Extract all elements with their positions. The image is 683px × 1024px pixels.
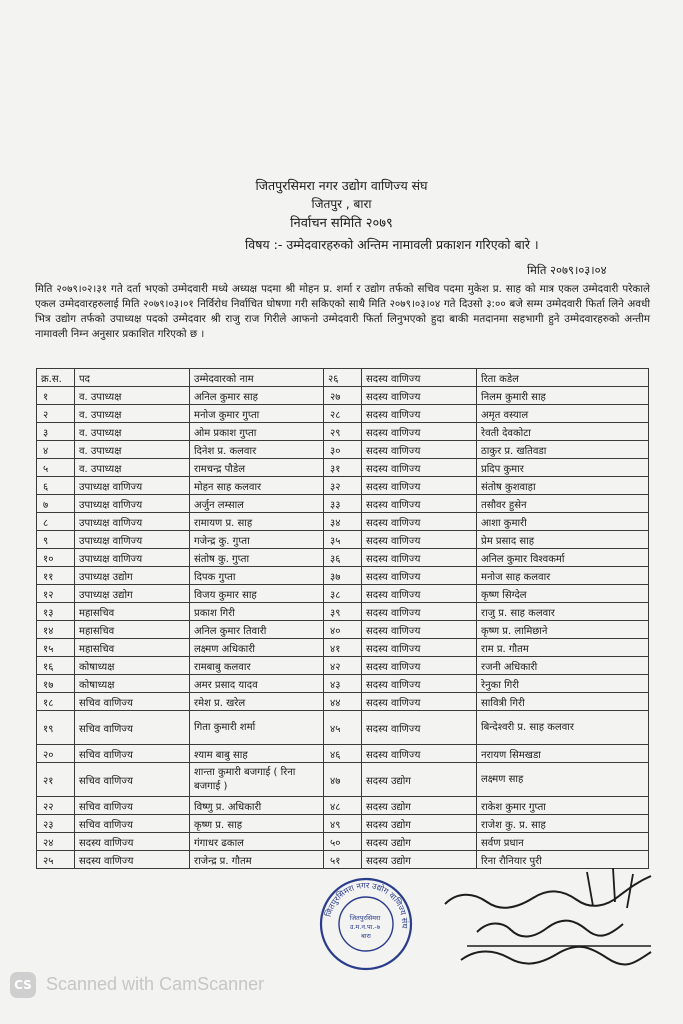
table-cell: २३: [37, 815, 75, 833]
table-cell: व. उपाध्यक्ष: [75, 423, 190, 441]
table-cell: अमर प्रसाद यादव: [190, 675, 324, 693]
table-cell: सदस्य वाणिज्य: [362, 639, 477, 657]
table-cell: २: [37, 405, 75, 423]
svg-text:जितपुरसिमरा उ.म.न.पा.-७: जितपुरसिमरा उ.म.न.पा.-७ बारा: [349, 914, 381, 940]
table-cell: कृष्ण प्र. लामिछाने: [477, 621, 649, 639]
table-row: [37, 423, 649, 441]
table-row: [37, 693, 649, 711]
table-cell: व. उपाध्यक्ष: [75, 441, 190, 459]
table-cell: संतोष कुशवाहा: [477, 477, 649, 495]
table-row: [37, 549, 649, 567]
table-cell: विष्णु प्र. अधिकारी: [190, 797, 324, 815]
table-cell: गजेन्द्र कु. गुप्ता: [190, 531, 324, 549]
table-cell: सदस्य उद्योग: [362, 833, 477, 851]
table-cell: २५: [37, 851, 75, 869]
table-cell: राजु प्र. साह कलवार: [477, 603, 649, 621]
table-cell: गिता कुमारी शर्मा: [190, 711, 324, 745]
table-row: [37, 763, 649, 797]
table-cell: ४८: [324, 797, 362, 815]
table-cell: विजय कुमार साह: [190, 585, 324, 603]
table-cell: ६: [37, 477, 75, 495]
table-cell: नरायण सिमखडा: [477, 745, 649, 763]
table-cell: रामबाबु कलवार: [190, 657, 324, 675]
table-cell: २९: [324, 423, 362, 441]
table-cell: ४६: [324, 745, 362, 763]
table-cell: १२: [37, 585, 75, 603]
table-cell: महासचिव: [75, 603, 190, 621]
table-cell: सचिव वाणिज्य: [75, 815, 190, 833]
table-cell: आशा कुमारी: [477, 513, 649, 531]
camscanner-logo-icon: CS: [10, 972, 36, 998]
table-cell: ३४: [324, 513, 362, 531]
table-cell: ४: [37, 441, 75, 459]
table-cell: व. उपाध्यक्ष: [75, 387, 190, 405]
table-cell: उपाध्यक्ष वाणिज्य: [75, 549, 190, 567]
table-cell: सचिव वाणिज्य: [75, 745, 190, 763]
table-cell: कृष्ण प्र. साह: [190, 815, 324, 833]
table-cell: व. उपाध्यक्ष: [75, 459, 190, 477]
table-cell: ३८: [324, 585, 362, 603]
table-cell: महासचिव: [75, 639, 190, 657]
table-cell: ३५: [324, 531, 362, 549]
table-cell: कृष्ण सिग्देल: [477, 585, 649, 603]
table-row: [37, 567, 649, 585]
table-cell: ४२: [324, 657, 362, 675]
table-cell: तसौवर हुसेन: [477, 495, 649, 513]
table-cell: २४: [37, 833, 75, 851]
table-row: [37, 711, 649, 745]
table-row: [37, 441, 649, 459]
table-cell: ५: [37, 459, 75, 477]
candidate-table: [36, 368, 649, 869]
table-row: [37, 657, 649, 675]
table-cell: अनिल कुमार विश्वकर्मा: [477, 549, 649, 567]
table-cell: ४७: [324, 763, 362, 797]
table-cell: उपाध्यक्ष उद्योग: [75, 585, 190, 603]
table-cell: सदस्य वाणिज्य: [362, 585, 477, 603]
table-cell: मनोज कुमार गुप्ता: [190, 405, 324, 423]
table-cell: रेवती देवकोटा: [477, 423, 649, 441]
table-cell: कोषाध्यक्ष: [75, 675, 190, 693]
table-cell: शान्ता कुमारी बजगाई ( रिना बजगाई ): [190, 763, 324, 797]
table-cell: सदस्य वाणिज्य: [362, 567, 477, 585]
table-cell: ८: [37, 513, 75, 531]
table-cell: सदस्य वाणिज्य: [362, 603, 477, 621]
table-cell: उपाध्यक्ष उद्योग: [75, 567, 190, 585]
table-cell: राजेश कु. प्र. साह: [477, 815, 649, 833]
table-cell: १५: [37, 639, 75, 657]
subject-line: विषय :- उम्मेदवारहरुको अन्तिम नामावली प्रकाशन गरिएको बारे ।: [245, 237, 539, 252]
table-cell: १९: [37, 711, 75, 745]
table-row: [37, 639, 649, 657]
table-cell: सचिव वाणिज्य: [75, 693, 190, 711]
table-cell: सदस्य वाणिज्य: [362, 477, 477, 495]
table-cell: राजेन्द्र प्र. गौतम: [190, 851, 324, 869]
table-row: [37, 387, 649, 405]
table-cell: दिपक गुप्ता: [190, 567, 324, 585]
table-cell: रामचन्द्र पौडेल: [190, 459, 324, 477]
committee-title: निर्वाचन समिति २०७९: [290, 216, 393, 231]
table-cell: सदस्य वाणिज्य: [362, 423, 477, 441]
table-cell: अर्जुन लम्साल: [190, 495, 324, 513]
table-cell: २२: [37, 797, 75, 815]
table-cell: उपाध्यक्ष वाणिज्य: [75, 531, 190, 549]
table-cell: सदस्य वाणिज्य: [362, 675, 477, 693]
table-cell: कोषाध्यक्ष: [75, 657, 190, 675]
table-cell: ३६: [324, 549, 362, 567]
table-cell: सदस्य वाणिज्य: [362, 513, 477, 531]
table-cell: रेनुका गिरी: [477, 675, 649, 693]
table-cell: १४: [37, 621, 75, 639]
table-cell: प्रदिप कुमार: [477, 459, 649, 477]
intro-paragraph: मिति २०७९।०२।३१ गते दर्ता भएको उम्मेदवारी मध्ये अध्यक्ष पदमा श्री मोहन प्र. शर्मा र उद्योग तर्फको सचिव पदमा मुकेश प्र. साह को मात्र एकल उम्मेदवारी परेकाले एकल उम्मेदवारहरुलाई मिति २०७९।०३।०१ निर्विरोध निर्वाचित घोषणा गरी सकिएको साथै मिति २०७९।०३।०४ गते दिउसो ३:०० बजे सम्म उम्मेदवारी फिर्ता लिने अवधी भित्र उद्योग तर्फको उपाध्यक्ष पदको उम्मेदवार श्री राजु राज गिरीले आफनो उम्मेदवारी फिर्ता लिनुभएको हुदा बाकी मतदानमा सहभागी हुने उम्मेदवारहरुको अन्तीम नामावली निम्न अनुसार प्रकाशित गरिएको छ ।: [35, 283, 650, 340]
table-cell: सदस्य वाणिज्य: [362, 459, 477, 477]
table-cell: सचिव वाणिज्य: [75, 763, 190, 797]
header-cell: रिता कडेल: [477, 369, 649, 387]
table-row: [37, 815, 649, 833]
table-cell: ३: [37, 423, 75, 441]
table-cell: ३७: [324, 567, 362, 585]
table-cell: २१: [37, 763, 75, 797]
table-cell: २७: [324, 387, 362, 405]
table-cell: संतोष कु. गुप्ता: [190, 549, 324, 567]
table-cell: ३३: [324, 495, 362, 513]
table-cell: श्याम बाबु साह: [190, 745, 324, 763]
table-cell: ३०: [324, 441, 362, 459]
table-cell: सदस्य उद्योग: [362, 851, 477, 869]
table-cell: अनिल कुमार तिवारी: [190, 621, 324, 639]
table-cell: रामायण प्र. साह: [190, 513, 324, 531]
table-cell: १: [37, 387, 75, 405]
table-cell: रजनी अधिकारी: [477, 657, 649, 675]
table-cell: ९: [37, 531, 75, 549]
table-cell: ५०: [324, 833, 362, 851]
table-cell: रिना रौनियार पुरी: [477, 851, 649, 869]
table-row: [37, 833, 649, 851]
table-cell: ५१: [324, 851, 362, 869]
header-cell: उम्मेदवारको नाम: [190, 369, 324, 387]
table-cell: ओम प्रकाश गुप्ता: [190, 423, 324, 441]
table-cell: सदस्य उद्योग: [362, 763, 477, 797]
table-cell: ३१: [324, 459, 362, 477]
table-row: [37, 603, 649, 621]
table-cell: सदस्य वाणिज्य: [75, 851, 190, 869]
table-row: [37, 531, 649, 549]
table-cell: सदस्य उद्योग: [362, 815, 477, 833]
header-cell: क्र.स.: [37, 369, 75, 387]
table-row: [37, 675, 649, 693]
table-cell: रमेश प्र. खरेल: [190, 693, 324, 711]
table-cell: महासचिव: [75, 621, 190, 639]
table-cell: लक्ष्मण साह: [477, 763, 649, 797]
handwritten-signature: [437, 862, 662, 974]
table-cell: दिनेश प्र. कलवार: [190, 441, 324, 459]
table-cell: अमृत वस्याल: [477, 405, 649, 423]
table-cell: १८: [37, 693, 75, 711]
table-cell: ३९: [324, 603, 362, 621]
seal-outer-text: जितपुरसिमरा नगर उद्योग वाणिज्य संघ: [323, 880, 410, 929]
table-cell: ३२: [324, 477, 362, 495]
table-cell: सदस्य वाणिज्य: [362, 711, 477, 745]
table-header-row: [37, 369, 649, 387]
table-cell: १३: [37, 603, 75, 621]
table-cell: मोहन साह कलवार: [190, 477, 324, 495]
table-cell: व. उपाध्यक्ष: [75, 405, 190, 423]
table-row: [37, 745, 649, 763]
header-cell: पद: [75, 369, 190, 387]
table-cell: २०: [37, 745, 75, 763]
table-cell: सदस्य वाणिज्य: [362, 549, 477, 567]
table-cell: ४४: [324, 693, 362, 711]
table-row: [37, 459, 649, 477]
table-cell: निलम कुमारी साह: [477, 387, 649, 405]
table-cell: सदस्य वाणिज्य: [362, 405, 477, 423]
table-cell: अनिल कुमार साह: [190, 387, 324, 405]
table-cell: १६: [37, 657, 75, 675]
table-cell: उपाध्यक्ष वाणिज्य: [75, 513, 190, 531]
table-cell: मनोज साह कलवार: [477, 567, 649, 585]
table-cell: ४३: [324, 675, 362, 693]
table-cell: सदस्य वाणिज्य: [362, 495, 477, 513]
table-cell: प्रेम प्रसाद साह: [477, 531, 649, 549]
table-cell: २८: [324, 405, 362, 423]
table-cell: गंगाधर ढकाल: [190, 833, 324, 851]
organization-address: जितपुर , बारा: [311, 197, 372, 211]
table-row: [37, 405, 649, 423]
table-cell: १०: [37, 549, 75, 567]
table-cell: लक्ष्मण अधिकारी: [190, 639, 324, 657]
candidate-table-body: [37, 369, 649, 869]
table-cell: ४१: [324, 639, 362, 657]
table-cell: सदस्य वाणिज्य: [362, 441, 477, 459]
table-row: [37, 495, 649, 513]
table-cell: सदस्य वाणिज्य: [362, 693, 477, 711]
table-cell: सचिव वाणिज्य: [75, 711, 190, 745]
camscanner-watermark: Scanned with CamScanner: [46, 974, 265, 994]
table-cell: प्रकाश गिरी: [190, 603, 324, 621]
table-cell: ११: [37, 567, 75, 585]
table-cell: ७: [37, 495, 75, 513]
official-seal-stamp: [318, 876, 414, 972]
table-row: [37, 797, 649, 815]
table-cell: ४५: [324, 711, 362, 745]
table-cell: सदस्य वाणिज्य: [362, 745, 477, 763]
table-cell: १७: [37, 675, 75, 693]
table-row: [37, 513, 649, 531]
table-cell: बिन्देश्वरी प्र. साह कलवार: [477, 711, 649, 745]
header-cell: २६: [324, 369, 362, 387]
table-cell: ४०: [324, 621, 362, 639]
table-cell: सावित्री गिरी: [477, 693, 649, 711]
header-cell: सदस्य वाणिज्य: [362, 369, 477, 387]
table-cell: उपाध्यक्ष वाणिज्य: [75, 495, 190, 513]
table-cell: ४९: [324, 815, 362, 833]
table-cell: सर्वण प्रधान: [477, 833, 649, 851]
notice-date: मिति २०७९।०३।०४: [527, 263, 607, 277]
table-cell: राकेश कुमार गुप्ता: [477, 797, 649, 815]
table-cell: सदस्य वाणिज्य: [362, 531, 477, 549]
table-row: [37, 477, 649, 495]
table-cell: सदस्य वाणिज्य: [362, 621, 477, 639]
table-cell: राम प्र. गौतम: [477, 639, 649, 657]
table-cell: सदस्य वाणिज्य: [362, 387, 477, 405]
table-cell: सचिव वाणिज्य: [75, 797, 190, 815]
table-cell: सदस्य वाणिज्य: [362, 657, 477, 675]
table-row: [37, 621, 649, 639]
table-row: [37, 585, 649, 603]
table-cell: उपाध्यक्ष वाणिज्य: [75, 477, 190, 495]
table-cell: सदस्य उद्योग: [362, 797, 477, 815]
organization-name: जितपुरसिमरा नगर उद्योग वाणिज्य संघ: [255, 178, 428, 193]
table-cell: ठाकुर प्र. खतिवडा: [477, 441, 649, 459]
table-cell: सदस्य वाणिज्य: [75, 833, 190, 851]
